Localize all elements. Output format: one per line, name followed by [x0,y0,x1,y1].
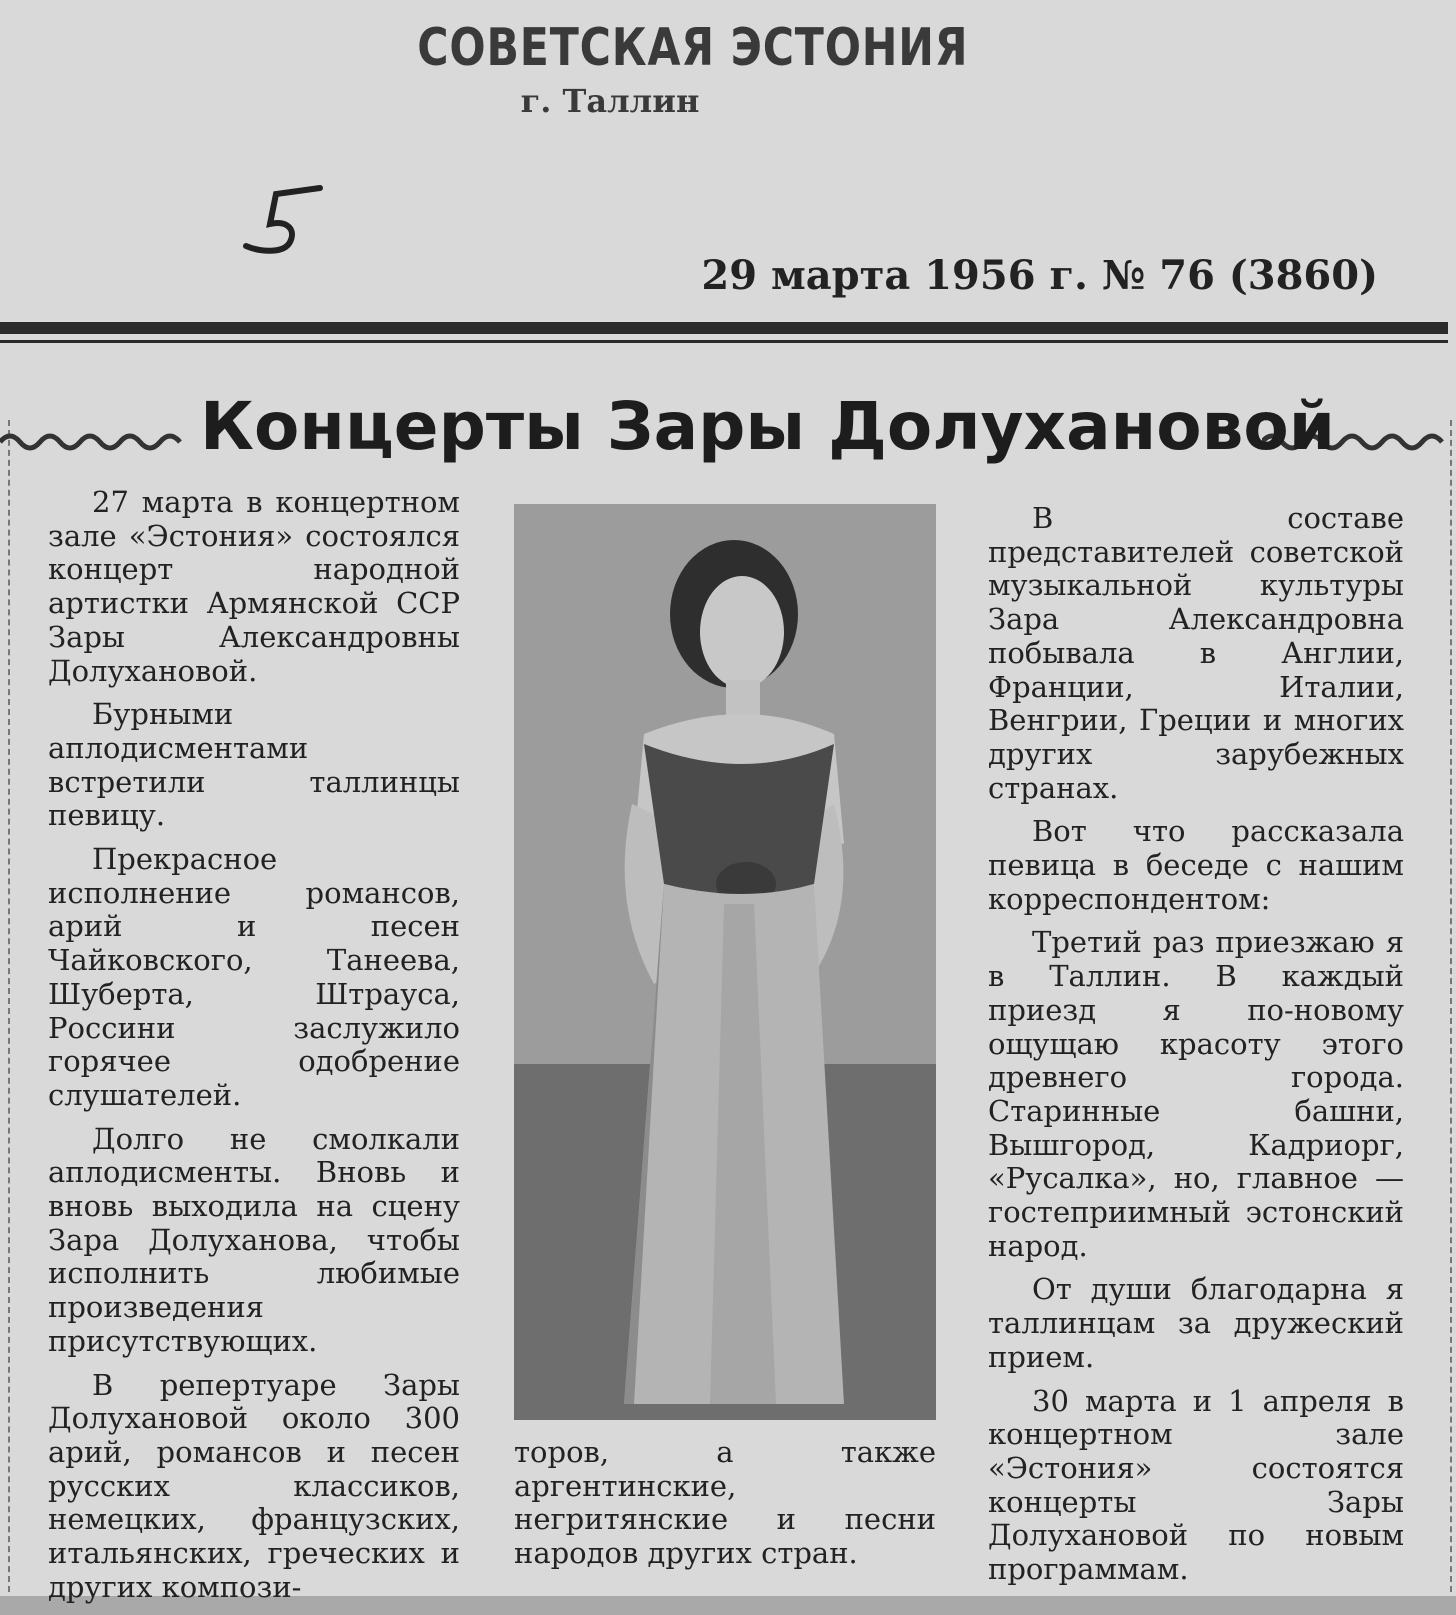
article-headline: Концерты Зары Долухановой [200,388,1335,465]
newspaper-stamp [375,18,969,120]
left-paragraph: Прекрасное исполнение романсов, арий и песен Чайковского, Танеева, Шуберта, Штрауса, Россини заслужило горячее одобрение слушателей. [48,842,460,1112]
article-right-column [988,502,1404,1597]
right-paragraph: Вот что рассказала певица в беседе с нашим корреспондентом: [988,814,1404,916]
masthead-rule-thin [0,340,1448,343]
right-paragraph: От души благодарна я таллинцам за дружеский прием. [988,1272,1404,1374]
left-paragraph: В репертуаре Зары Долухановой около 300 арий, романсов и песен русских классиков, немецких, французских, итальянских, греческих и других компози- [48,1367,460,1604]
left-paragraph: Долго не смолкали аплодисменты. Вновь и вновь выходила на сцену Зара Долуханова, чтобы исполнить любимые произведения присутствующих. [48,1121,460,1358]
singer-portrait-icon [514,504,936,1420]
left-paragraph: Бурными аплодисментами встретили таллинцы певицу. [48,697,460,833]
right-paragraph: В составе представителей советской музыкальной культуры Зара Александровна побывала в Англии, Франции, Италии, Венгрии, Греции и многих других зарубежных странах. [988,501,1404,805]
handwritten-number-5 [240,180,330,260]
singer-portrait-photo [514,504,936,1420]
article-left-column [48,486,460,1615]
stamp-city: г. Таллин [520,82,700,120]
right-paragraph: 30 марта и 1 апреля в концертном зале «Эстония» состоятся концерты Зары Долухановой по новым программам. [988,1383,1404,1587]
stamp-newspaper-name: СОВЕТСКАЯ ЭСТОНИЯ [417,18,969,78]
masthead-rule-thick [0,322,1448,334]
right-paragraph: Третий раз приезжаю я в Таллин. В каждый приезд я по-новому ощущаю красоту этого древнего города. Старинные башни, Вышгород, Кадриорг, «Русалка», но, главное — гостеприимный эстонский народ. [988,925,1404,1263]
left-paragraph: 27 марта в концертном зале «Эстония» состоялся концерт народной артистки Армянской ССР Зары Александровны Долухановой. [48,485,460,688]
headline-wave-left [0,420,190,460]
middle-paragraph: торов, а также аргентинские, негритянские и песни народов других стран. [514,1435,936,1571]
article-middle-column [514,1436,936,1581]
issue-dateline: 29 марта 1956 г. № 76 (3860) [701,252,1378,299]
